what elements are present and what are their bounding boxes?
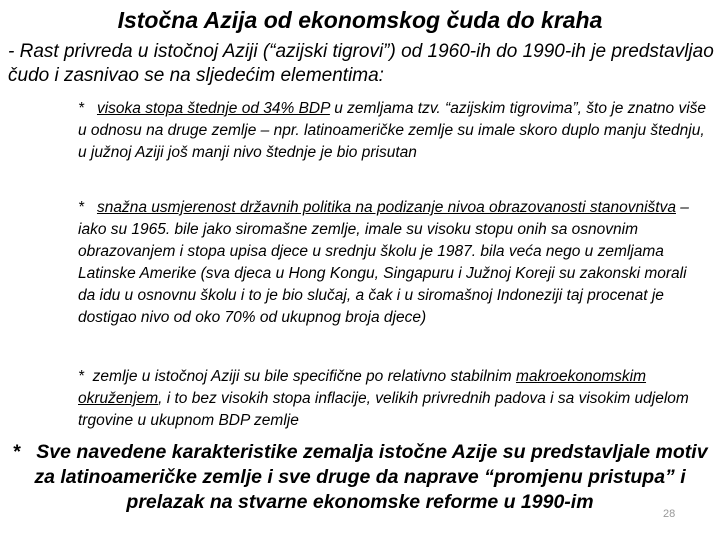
bullet-text: , i to bez visokih stopa inflacije, velikih privrednih padova i sa visokim udjelom trgovine u ukupnom BDP zemlje bbox=[78, 390, 689, 429]
page-number: 28 bbox=[663, 508, 676, 520]
intro-paragraph: - Rast privreda u istočnoj Aziji (“azijski tigrovi”) od 1960-ih do 1990-ih je predstavljao čudo i zasnivao se na sljedećim elementima: bbox=[8, 41, 714, 86]
conclusion-paragraph bbox=[0, 440, 720, 515]
bullet-marker: * bbox=[78, 368, 85, 385]
bullet-underlined-text: snažna usmjerenost državnih politika na podizanje nivoa obrazovanosti stanovništva bbox=[96, 199, 676, 216]
slide-title: Istočna Azija od ekonomskog čuda do kraha bbox=[117, 7, 603, 33]
conclusion-text: Sve navedene karakteristike zemalja istočne Azije su predstavljale motiv za latinoameričke zemlje i sve druge da naprave “promjenu pristupa” i prelazak na stvarne ekonomske reforme u 1990-im bbox=[34, 441, 708, 513]
bullet-marker: * bbox=[78, 100, 85, 117]
bullet-savings-rate bbox=[78, 98, 708, 164]
conclusion-marker: * bbox=[12, 441, 21, 463]
bullet-text: – iako su 1965. bile jako siromašne zemlje, imale su visoku stopu onih sa osnovnim obrazovanjem i stopa upisa djece u srednju školu je 1987. bila veća nego u zemljama Latinske Amerike (sva djeca u Hong Kongu, Singapuru i Južnoj Koreji su zakonski morali da idu u osnovnu školu i to je bio slučaj, a čak i u siromašnoj Indoneziji taj procenat je dostigao nivo od oko 70% od ukupnog broja djece) bbox=[78, 199, 689, 326]
bullet-text: u zemljama tzv. “azijskim tigrovima”, što je znatno više u odnosu na druge zemlje – npr. latinoameričke zemlje su imale skoro duplo manju štednju, u južnoj Aziji još manji nivo štednje je bio prisutan bbox=[78, 100, 707, 161]
bullet-education-policy bbox=[78, 197, 708, 329]
bullet-macro-stability bbox=[78, 366, 708, 432]
bullet-underlined-text: makroekonomskim okruženjem bbox=[78, 368, 647, 407]
bullet-text-before: zemlje u istočnoj Aziji su bile specifične po relativno stabilnim bbox=[92, 368, 516, 385]
bullet-underlined-text: visoka stopa štednje od 34% BDP bbox=[96, 100, 330, 117]
bullet-marker: * bbox=[78, 199, 85, 216]
